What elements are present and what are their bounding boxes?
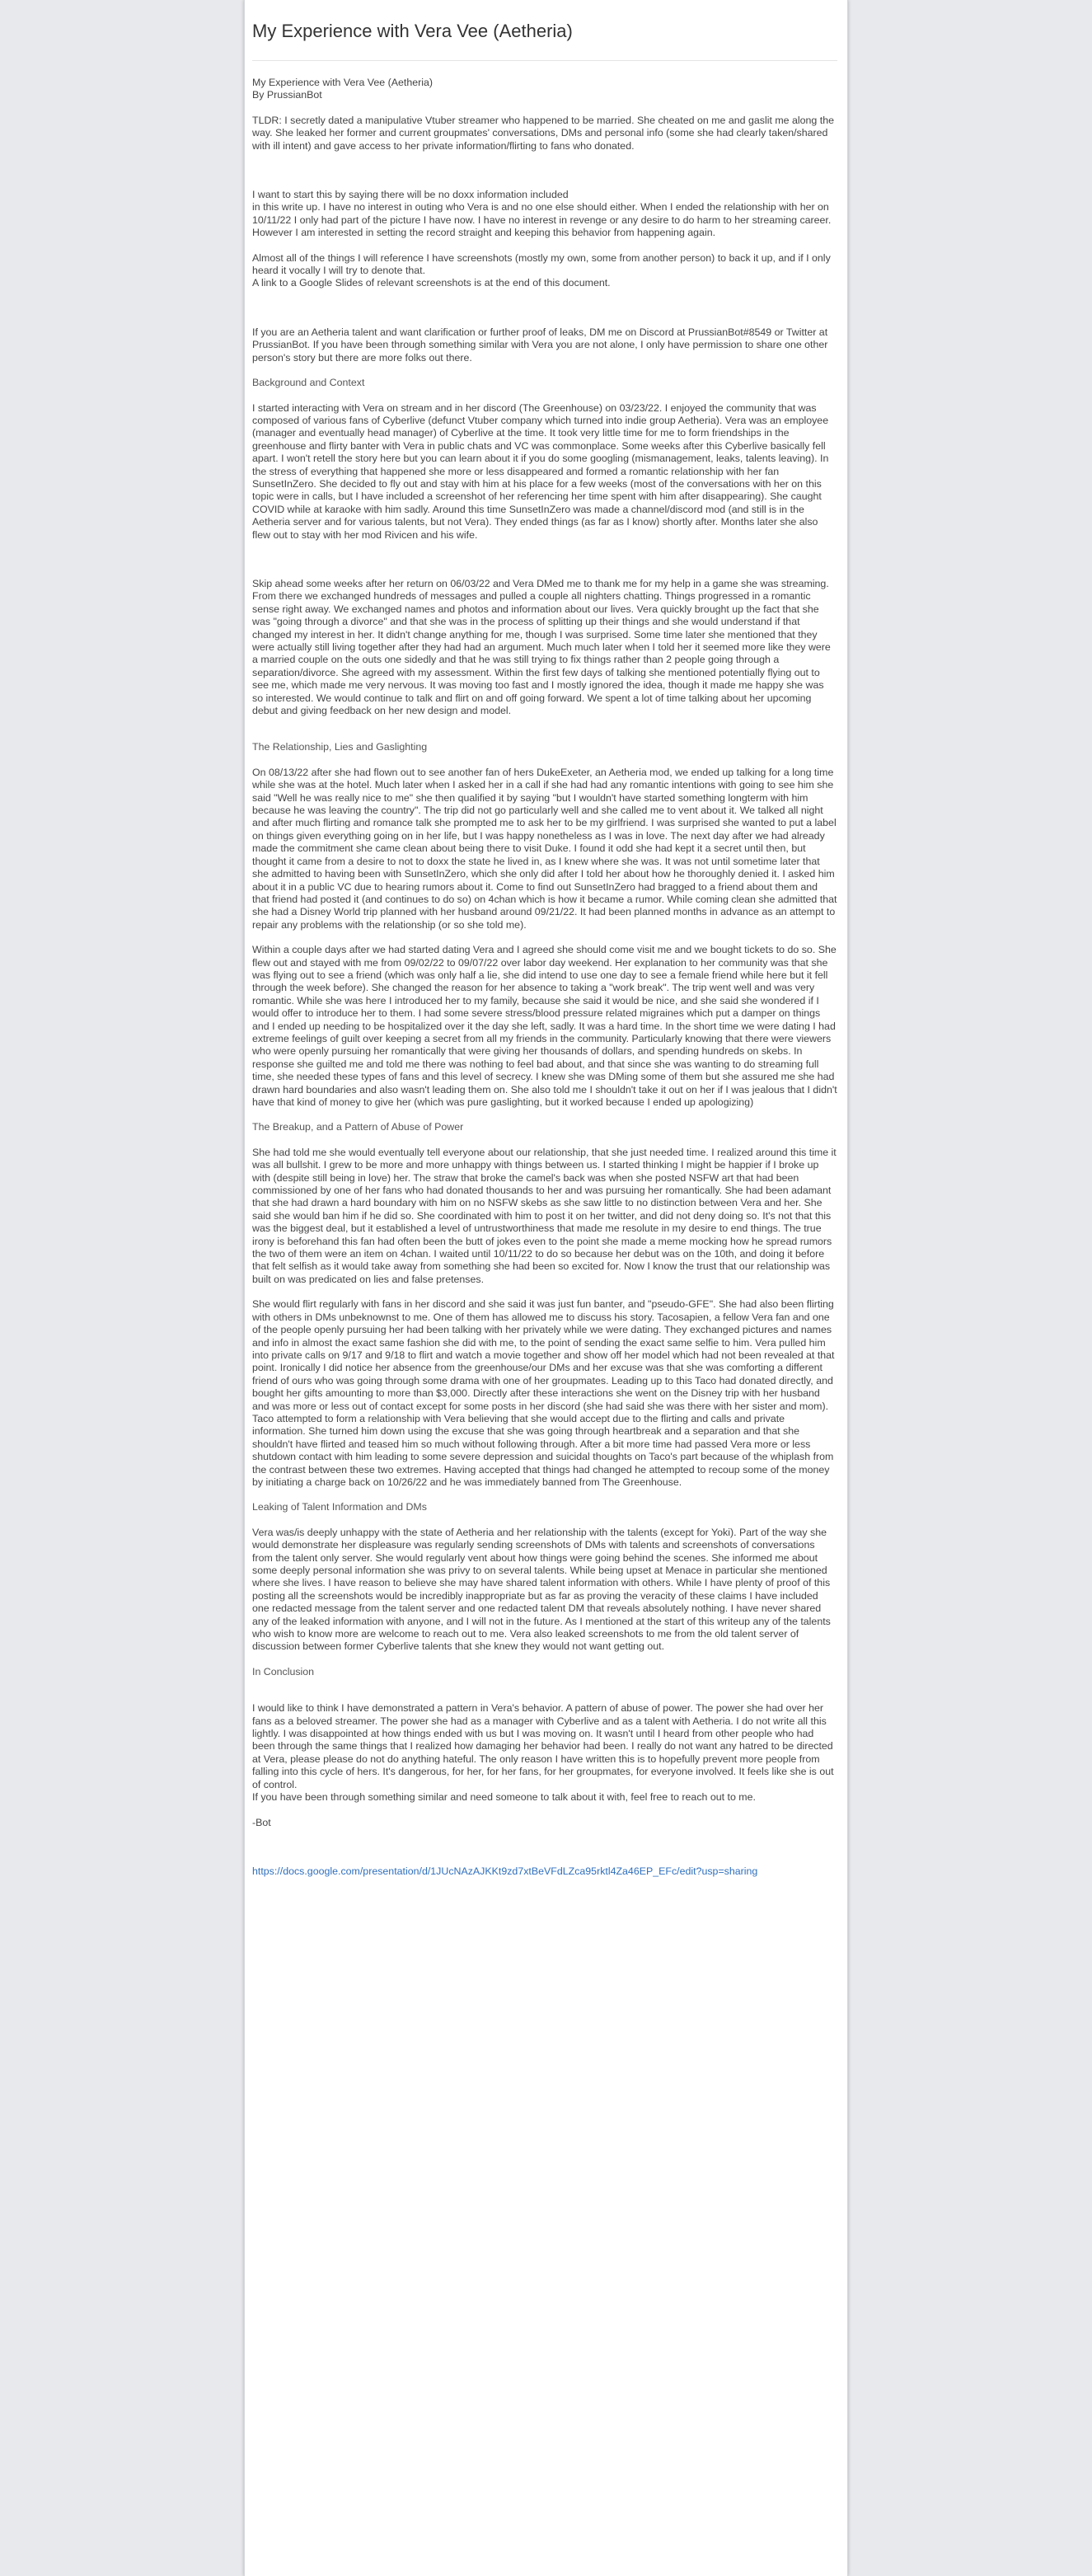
signoff: -Bot [252,1816,271,1828]
leaking-paragraph-1: Vera was/is deeply unhappy with the state of Aetheria and her relationship with the talents (except for Yoki). Part of the way she would demonstrate her displeasure was regularly sending screenshots of DMs with talents and screenshots of conversations from the talent only server. She would regularly vent about how things were going behind the scenes. She informed me about some deeply personal information she was privy to on several talents. While being upset at Menace in particular she mentioned where she lives. I have reason to believe she may have shared talent information with others. While I have plenty of proof of this posting all the screenshots would be incredibly inappropriate but as far as proving the veracity of these claims I have included one redacted message from the talent server and one redacted talent DM that reveals absolutely nothing. I have never shared any of the leaked information with anyone, and I will not in the future. As I mentioned at the start of this writeup any of the talents who wish to know more are welcome to reach out to me. Vera also leaked screenshots to me from the old talent server of discussion between former Cyberlive talents that she knew they would not want getting out. [252,1526,831,1653]
section-heading-background: Background and Context [252,377,365,389]
section-heading-leaking: Leaking of Talent Information and DMs [252,1501,427,1513]
page-title: My Experience with Vera Vee (Aetheria) [252,20,837,61]
breakup-paragraph-2: She would flirt regularly with fans in her discord and she said it was just fun banter, and "pseudo-GFE". She had also been flirting with others in DMs unbeknownst to me. One of them has allowed me to discuss his story. Tacosapien, a fellow Vera fan and one of the people openly pursuing her had been talking with her privately while we were dating. They exchanged pictures and names and info in almost the exact same fashion she did with me, to the point of sending the exact same selfie to him. Vera pulled him into private calls on 9/17 and 9/18 to flirt and watch a movie together and show off her model which had not been revealed at that point. Ironically I did notice her absence from the greenhouse/our DMs and her excuse was that she was comforting a different friend of ours who was going through some drama with one of her groupmates. Leading up to this Taco had donated directly, and bought her gifts amounting to more than $3,000. Directly after these interactions she went on the Disney trip with her husband and was more or less out of contact except for some posts in her discord (she had said she was there with her sister and mom). Taco attempted to form a relationship with Vera believing that she would accept due to the flirting and calls and private information. She turned him down using the excuse that she was going through heartbreak and a separation and that she shouldn't have flirted and teased him so much without following through. After a bit more time had passed Vera more or less shutdown contact with him leading to some severe depression and suicidal thoughts on Taco's part because of the whiplash from the contrast between these two extremes. Having accepted that things had changed he attempted to recoup some of the money by initiating a charge back on 10/26/22 and he was immediately banned from The Greenhouse. [252,1298,835,1488]
background-paragraph-1: I started interacting with Vera on stream and in her discord (The Greenhouse) on 03/23/22. I enjoyed the community that was composed of various fans of Cyberlive (defunct Vtuber company which turned into indie group Aetheria). Vera was an employee (manager and eventually head manager) of Cyberlive at the time. It took very little time for me to form friendships in the greenhouse and flirty banter with Vera in public chats and VC was commonplace. Some weeks after this Cyberlive basically fell apart. I won't retell the story here but you can learn about it if you do some googling (mismanagement, leaks, talents leaving). In the stress of everything that happened she more or less disappeared and formed a romantic relationship with her fan SunsetInZero. She decided to fly out and stay with him at his place for a few weeks (most of the conversations with her on this topic were in calls, but I have included a screenshot of her referencing her time spent with him after disappearing). She caught COVID while at karaoke with him sadly. Around this time SunsetInZero was made a channel/discord mod (and still is in the Aetheria server and for various talents, but not Vera). They ended things (as far as I know) shortly after. Months later she also flew out to stay with her mod Rivicen and his wife. [252,401,829,541]
section-heading-conclusion: In Conclusion [252,1665,315,1677]
document-heading: My Experience with Vera Vee (Aetheria) [252,77,434,88]
intro-paragraph-3: If you are an Aetheria talent and want clarification or further proof of leaks, DM me on Discord at PrussianBot#8549 or Twitter at PrussianBot. If you have been through something similar with Vera you are not alone, I only have permission to share one other person's story but there are more folks out there. [252,326,828,364]
byline: By PrussianBot [252,89,322,101]
conclusion-paragraph: I would like to think I have demonstrated a pattern in Vera's behavior. A pattern of abuse of power. The power she had over her fans as a beloved streamer. The power she had as a manager with Cyberlive and as a talent with Aetheria. I do not write all this lightly. I was disappointed at how things ended with us but I was moving on. It wasn't until I heard from other people who had been through the same things that I realized how damaging her behavior had been. I really do not want any hatred to be directed at Vera, please please do not do anything hateful. The only reason I have written this is to hopefully prevent more people from falling into this cycle of hers. It's dangerous, for her, for her fans, for her groupmates, for everyone involved. It feels like she is out of control. If you have been through something similar and need someone to talk about it with, feel free to reach out to me. [252,1702,834,1804]
intro-paragraph-1: I want to start this by saying there will be no doxx information included in this write up. I have no interest in outing who Vera is and no one else should either. When I ended the relationship with her on 10/11/22 I only had part of the picture I have now. I have no interest in revenge or any desire to do harm to her streaming career. However I am interested in setting the record straight and keeping this behavior from happening again. [252,189,832,239]
slides-link[interactable]: https://docs.google.com/presentation/d/1JUcNAzAJKKt9zd7xtBeVFdLZca95rktl4Za46EP_EFc/edit?usp=sharing [252,1865,758,1877]
tldr-paragraph: TLDR: I secretly dated a manipulative Vtuber streamer who happened to be married. She cheated on me and gaslit me along the way. She leaked her former and current groupmates' conversations, DMs and personal info (some she had clearly taken/shared with ill intent) and gave access to her private information/flirting to fans who donated. [252,114,834,152]
intro-paragraph-2: Almost all of the things I will reference I have screenshots (mostly my own, some from another person) to back it up, and if I only heard it vocally I will try to denote that. A link to a Google Slides of relevant screenshots is at the end of this document. [252,251,831,289]
relationship-paragraph-2: Within a couple days after we had started dating Vera and I agreed she should come visit me and we bought tickets to do so. She flew out and stayed with me from 09/02/22 to 09/07/22 over labor day weekend. Her explanation to her community was that she was flying out to see a friend (which was only half a lie, she did intend to use one day to see a female friend while here but it fell through the week before). She changed the reason for her absence to taking a "work break". The trip went well and was very romantic. While she was here I introduced her to my family, because she said it would be nice, and she said she wondered if I would offer to introduce her to them. I had some severe stress/blood pressure related migraines which put a damper on things and I ended up needing to be hospitalized over it the day she left, sadly. It was a hard time. In the short time we were dating I had extreme feelings of guilt over keeping a secret from all my friends in the community. Particularly knowing that there were viewers who were openly pursuing her romantically that were giving her thousands of dollars, and spending hundreds on skebs. In response she guilted me and told me there was nothing to feel bad about, and that since she was wanting to do streaming full time, she needed these types of fans and this level of secrecy. I knew she was DMing some of them but she assured me she had drawn hard boundaries and also wasn't leading them on. She also told me I shouldn't take it out on her if I was jealous that I didn't have that kind of money to give her (which was pure gaslighting, but it worked because I ended up apologizing) [252,944,837,1108]
document-page [244,0,848,2576]
section-heading-relationship: The Relationship, Lies and Gaslighting [252,741,428,753]
document-content [252,20,837,1878]
section-heading-breakup: The Breakup, and a Pattern of Abuse of Power [252,1121,464,1133]
breakup-paragraph-1: She had told me she would eventually tell everyone about our relationship, that she just needed time. I realized around this time it was all bullshit. I grew to be more and more unhappy with things between us. I started thinking I might be happier if I broke up with (despite still being in love) her. The straw that broke the camel's back was when she posted NSFW art that had been commissioned by one of her fans who had donated thousands to her and was pursuing her romantically. She had been adamant that she had drawn a hard boundary with him on no NSFW skebs as she saw little to no distinction between Vera and her. She said she would ban him if he did so. She coordinated with him to post it on her twitter, and did not deny doing so. It's not that this was the biggest deal, but it established a level of untrustworthiness that made me resolute in my desire to end things. The true irony is beforehand this fan had often been the butt of jokes even to the point she made a meme mocking how he spread rumors the two of them were an item on 4chan. I waited until 10/11/22 to do so because her debut was on the 10th, and doing it before that felt selfish as it would take away from something she had been so excited for. Now I know the trust that our relationship was built on was predicated on lies and false pretenses. [252,1146,837,1285]
background-paragraph-2: Skip ahead some weeks after her return on 06/03/22 and Vera DMed me to thank me for my help in a game she was streaming. From there we exchanged hundreds of messages and pulled a couple all nighters chatting. Things progressed in a romantic sense right away. We exchanged names and photos and information about our lives. Vera quickly brought up the fact that she was "going through a divorce" and that she was in the process of splitting up their things and she would understand if that changed my interest in her. It didn't change anything for me, though I was surprised. Some time later she mentioned that they were actually still living together after they had had an argument. Much much later when I told her it seemed more like they were a married couple on the outs one sidedly and that he was still trying to fix things rather than 2 people going through a separation/divorce. She agreed with my assessment. Within the first few days of talking she mentioned potentially flying out to see me, which made me very nervous. It was moving too fast and I mostly ignored the idea, though it made me happy she was so interested. We would continue to talk and flirt on and off going forward. We spent a lot of time talking about her upcoming debut and giving feedback on her new design and model. [252,577,831,717]
relationship-paragraph-1: On 08/13/22 after she had flown out to see another fan of hers DukeExeter, an Aetheria mod, we ended up talking for a long time while she was at the hotel. Much later when I asked her in a call if she had had any romantic intentions with going to see him she said "Well he was really nice to me" she then qualified it by saying "but I wouldn't have started something longterm with him because he was leaving the country". The trip did not go particularly well and she called me to vent about it. We talked all night and after much flirting and romance talk she prompted me to ask her to be my girlfriend. I was surprised she wanted to put a label on things given everything going on in her life, but I was happy nonetheless as I was in love. The next day after we had already made the commitment she came clean about being there to visit Duke. I found it odd she had kept it a secret until then, but thought it came from a desire to not to doxx the state he lived in, as I knew where she was. It was not until sometime later that she admitted to having been with SunsetInZero, which she only did after I told her about how he thoroughly denied it. I asked him about it in a public VC due to hearing rumors about it. Come to find out SunsetInZero had bragged to a friend about them and that friend had posted it (and continues to do so) on 4chan which is how it became a rumor. While coming clean she admitted that she had a Disney World trip planned with her husband around 09/21/22. It had been planned months in advance as an attempt to repair any problems with the relationship (or so she told me). [252,766,837,931]
